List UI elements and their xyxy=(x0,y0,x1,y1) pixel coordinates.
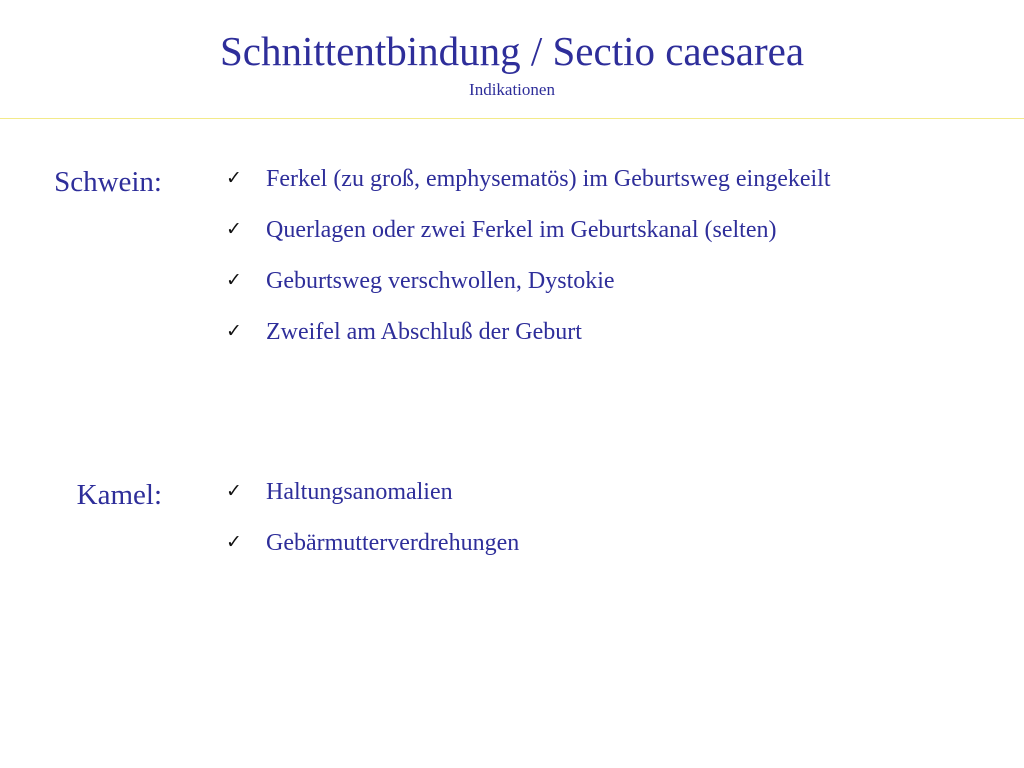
checkmark-icon: ✓ xyxy=(226,480,242,502)
list-item-text: Zweifel am Abschluß der Geburt xyxy=(266,319,582,345)
checkmark-icon: ✓ xyxy=(226,269,242,291)
list-item-text: Geburtsweg verschwollen, Dystokie xyxy=(266,268,615,294)
checkmark-icon: ✓ xyxy=(226,167,242,189)
list-item-text: Haltungsanomalien xyxy=(266,479,453,505)
section-label-kamel: Kamel: xyxy=(76,479,162,511)
section-label-schwein: Schwein: xyxy=(54,166,162,198)
list-item-text: Gebärmutterverdrehungen xyxy=(266,530,520,556)
page-subtitle: Indikationen xyxy=(469,80,555,99)
checkmark-icon: ✓ xyxy=(226,218,242,240)
title-divider xyxy=(0,118,1024,119)
checkmark-icon: ✓ xyxy=(226,320,242,342)
list-item-text: Querlagen oder zwei Ferkel im Geburtskanal (selten) xyxy=(266,217,777,243)
list-item-text: Ferkel (zu groß, emphysematös) im Geburtsweg eingekeilt xyxy=(266,166,831,192)
page-title: Schnittentbindung / Sectio caesarea xyxy=(219,28,805,74)
checkmark-icon: ✓ xyxy=(226,531,242,553)
